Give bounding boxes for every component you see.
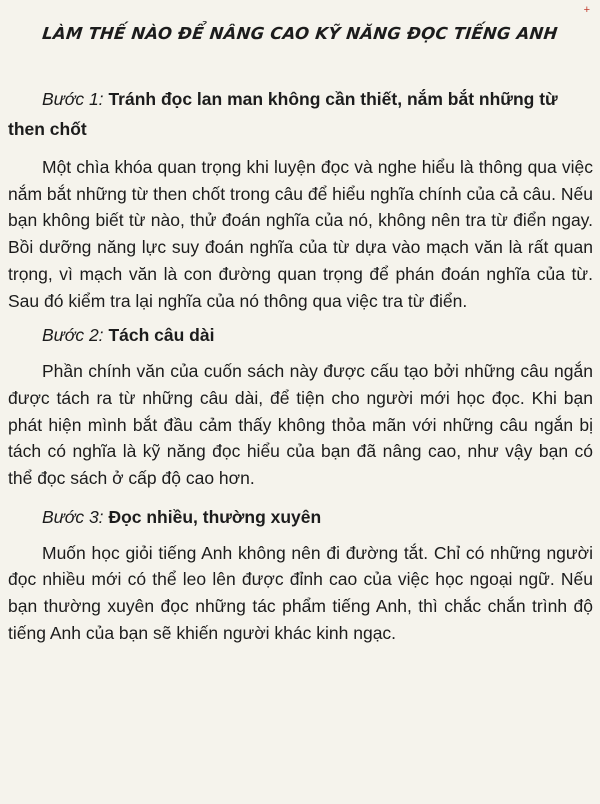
step-3-heading [8, 502, 593, 532]
corner-mark: + [583, 4, 590, 16]
page-title: LÀM THẾ NÀO ĐỂ NÂNG CAO KỸ NĂNG ĐỌC TIẾNG ANH [41, 24, 559, 43]
step-2-title: Tách câu dài [108, 325, 215, 346]
step-1-title: Tránh đọc lan man không cần thiết, nắm bắt những từ then chốt [8, 89, 558, 139]
step-2-number: Bước 2: [42, 325, 104, 346]
step-2-paragraph: Phần chính văn của cuốn sách này được cấu tạo bởi những câu ngắn được tách ra từ những câu dài, để tiện cho người mới học đọc. Khi bạn phát hiện mình bắt đầu cảm thấy không thỏa mãn với những câu ngắn bị tách có nghĩa là kỹ năng đọc hiểu của bạn đã nâng cao, như vậy bạn có thể đọc sách ở cấp độ cao hơn. [8, 361, 593, 489]
step-2-heading [8, 320, 593, 350]
step-3-title: Đọc nhiều, thường xuyên [108, 506, 322, 527]
step-3-number: Bước 3: [42, 506, 104, 527]
step-3-paragraph: Muốn học giỏi tiếng Anh không nên đi đường tắt. Chỉ có những người đọc nhiều mới có thể leo lên được đỉnh cao của việc học ngoại ngữ. Nếu bạn thường xuyên đọc những tác phẩm tiếng Anh, thì chắc chắn trình độ tiếng Anh của bạn sẽ khiến người khác kinh ngạc. [8, 542, 593, 643]
step-1-paragraph: Một chìa khóa quan trọng khi luyện đọc và nghe hiểu là thông qua việc nắm bắt những từ then chốt trong câu để hiểu nghĩa chính của cả câu. Nếu bạn không biết từ nào, thử đoán nghĩa của nó, không nên tra từ điển ngay. Bồi dưỡng năng lực suy đoán nghĩa của từ dựa vào mạch văn là rất quan trọng, vì mạch văn là con đường quan trọng để phán đoán nghĩa của từ. Sau đó kiểm tra lại nghĩa của nó thông qua việc tra từ điển. [8, 157, 593, 311]
step-1-number: Bước 1: [42, 89, 104, 109]
page-content [8, 84, 593, 647]
step-1-heading [8, 84, 593, 144]
